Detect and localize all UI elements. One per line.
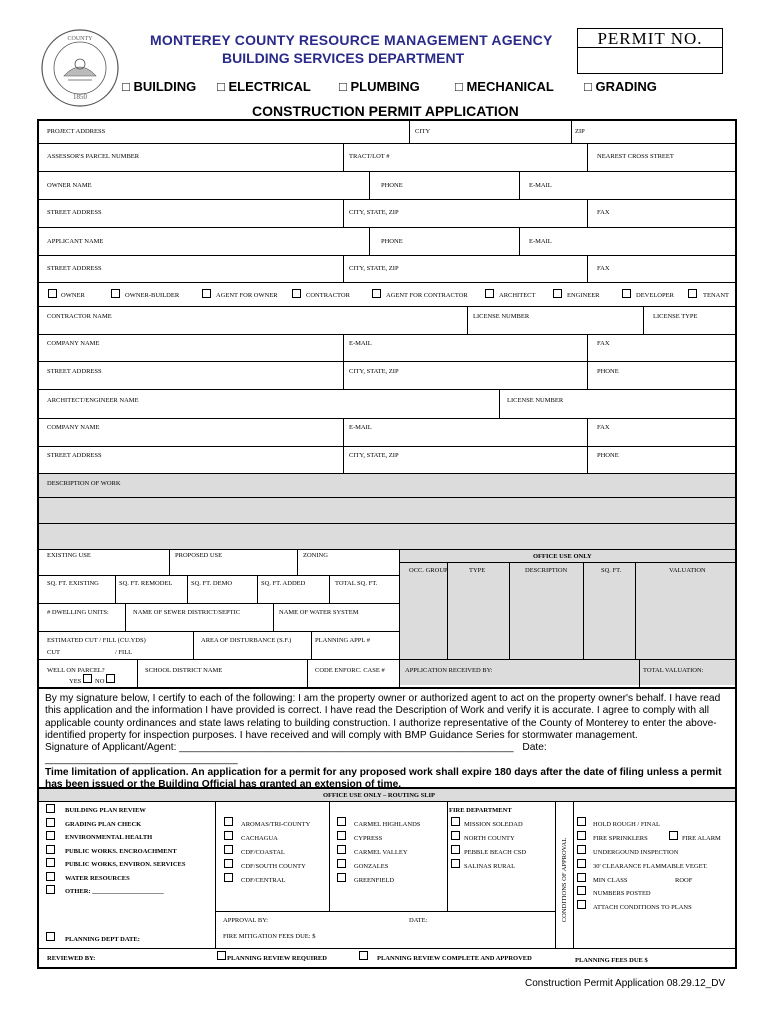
county-seal-icon xyxy=(40,28,120,108)
disturbance-label: AREA OF DISTURBANCE (S.F.) xyxy=(201,637,292,644)
applicant-fax-label: FAX xyxy=(597,265,610,272)
signature-line[interactable]: ___________________________________________________________ xyxy=(179,742,514,754)
role-architect-label: ARCHITECT xyxy=(499,292,536,299)
permit-type-building[interactable]: □ BUILDING xyxy=(122,79,197,94)
fire-carmel-highlands-checkbox[interactable] xyxy=(337,817,346,826)
contractor-phone-label: PHONE xyxy=(597,368,619,375)
code-enforcement-label: CODE ENFORC. CASE # xyxy=(315,667,385,674)
applicant-name-label: APPLICANT NAME xyxy=(47,238,104,245)
permit-type-electrical[interactable]: □ ELECTRICAL xyxy=(217,79,311,94)
routing-water-label: WATER RESOURCES xyxy=(65,875,130,882)
role-contractor-label: CONTRACTOR xyxy=(306,292,350,299)
architect-phone-label: PHONE xyxy=(597,452,619,459)
date-label: Date: xyxy=(522,742,547,754)
sq-demo-label: SQ. FT. DEMO xyxy=(191,580,233,587)
owner-csz-label: CITY, STATE, ZIP xyxy=(349,209,399,216)
dwelling-units-label: # DWELLING UNITS: xyxy=(47,609,109,616)
role-agent-owner-label: AGENT FOR OWNER xyxy=(216,292,278,299)
certification-block xyxy=(45,693,735,791)
fire-cdf-central-checkbox[interactable] xyxy=(224,873,233,882)
app-received-label: APPLICATION RECEIVED BY: xyxy=(405,667,493,674)
contractor-street-label: STREET ADDRESS xyxy=(47,368,102,375)
applicant-email-label: E-MAIL xyxy=(529,238,552,245)
fire-carmel-valley-checkbox[interactable] xyxy=(337,845,346,854)
fire-greenfield-label: GREENFIELD xyxy=(354,877,395,884)
fire-mission-soledad-checkbox[interactable] xyxy=(451,817,460,826)
owner-fax-label: FAX xyxy=(597,209,610,216)
date-line[interactable]: __________________________________ xyxy=(45,754,238,766)
cond-roof-label: ROOF xyxy=(675,877,693,884)
role-architect-checkbox[interactable] xyxy=(485,289,494,298)
reviewed-by-label: REVIEWED BY: xyxy=(47,955,96,962)
role-owner-builder-label: OWNER-BUILDER xyxy=(125,292,180,299)
cond-min-class-label: MIN CLASS xyxy=(593,877,628,884)
architect-csz-label: CITY, STATE, ZIP xyxy=(349,452,399,459)
routing-grading-checkbox[interactable] xyxy=(46,818,55,827)
well-yes-checkbox[interactable] xyxy=(83,674,92,683)
existing-use-label: EXISTING USE xyxy=(47,552,91,559)
permit-type-plumbing[interactable]: □ PLUMBING xyxy=(339,79,420,94)
routing-building-label: BUILDING PLAN REVIEW xyxy=(65,807,146,814)
role-owner-builder-checkbox[interactable] xyxy=(111,289,120,298)
fire-cdf-south-checkbox[interactable] xyxy=(224,859,233,868)
contractor-fax-label: FAX xyxy=(597,340,610,347)
applicant-csz-label: CITY, STATE, ZIP xyxy=(349,265,399,272)
routing-environ-services-checkbox[interactable] xyxy=(46,858,55,867)
fire-aromas-checkbox[interactable] xyxy=(224,817,233,826)
city-label: CITY xyxy=(415,128,431,135)
well-label: WELL ON PARCEL? xyxy=(47,667,105,674)
fire-gonzales-checkbox[interactable] xyxy=(337,859,346,868)
contractor-name-label: CONTRACTOR NAME xyxy=(47,313,112,320)
type-label: TYPE xyxy=(469,567,486,574)
cond-clearance-label: 30' CLEARANCE FLAMMABLE VEGET. xyxy=(593,863,708,870)
zip-label: ZIP xyxy=(575,128,585,135)
routing-grading-label: GRADING PLAN CHECK xyxy=(65,821,142,828)
form-footer: Construction Permit Application 08.29.12_DV xyxy=(525,978,726,989)
role-tenant-label: TENANT xyxy=(703,292,729,299)
role-owner-checkbox[interactable] xyxy=(48,289,57,298)
cut-label: CUT xyxy=(47,649,60,656)
role-agent-owner-checkbox[interactable] xyxy=(202,289,211,298)
fire-carmel-highlands-label: CARMEL HIGHLANDS xyxy=(354,821,421,828)
fire-cypress-label: CYPRESS xyxy=(354,835,383,842)
fire-aromas-label: AROMAS/TRI-COUNTY xyxy=(241,821,311,828)
contractor-license-label: LICENSE NUMBER xyxy=(473,313,530,320)
cond-underground-label: UNDERGOUND INSPECTION xyxy=(593,849,679,856)
description-shade xyxy=(39,473,735,549)
role-tenant-checkbox[interactable] xyxy=(688,289,697,298)
fire-fees-label: FIRE MITIGATION FEES DUE: $ xyxy=(223,933,316,940)
cond-hold-checkbox[interactable] xyxy=(577,817,586,826)
proposed-use-label: PROPOSED USE xyxy=(175,552,223,559)
cond-numbers-checkbox[interactable] xyxy=(577,886,586,895)
planning-review-required-label: PLANNING REVIEW REQUIRED xyxy=(227,955,327,962)
role-engineer-label: ENGINEER xyxy=(567,292,600,299)
permit-type-mechanical[interactable]: □ MECHANICAL xyxy=(455,79,554,94)
signature-row xyxy=(45,742,735,767)
fire-gonzales-label: GONZALES xyxy=(354,863,389,870)
architect-email-label: E-MAIL xyxy=(349,424,372,431)
fire-greenfield-checkbox[interactable] xyxy=(337,873,346,882)
cond-attach-checkbox[interactable] xyxy=(577,900,586,909)
cond-underground-checkbox[interactable] xyxy=(577,845,586,854)
apn-label: ASSESSOR'S PARCEL NUMBER xyxy=(47,153,140,160)
fire-cdf-coastal-label: CDF/COASTAL xyxy=(241,849,285,856)
architect-street-label: STREET ADDRESS xyxy=(47,452,102,459)
cond-sprinklers-label: FIRE SPRINKLERS xyxy=(593,835,648,842)
cond-sprinklers-checkbox[interactable] xyxy=(577,831,586,840)
cond-min-class-checkbox[interactable] xyxy=(577,873,586,882)
planning-review-complete-label: PLANNING REVIEW COMPLETE AND APPROVED xyxy=(377,955,532,962)
applicant-street-label: STREET ADDRESS xyxy=(47,265,102,272)
architect-company-label: COMPANY NAME xyxy=(47,424,100,431)
valuation-label: VALUATION xyxy=(669,567,706,574)
form-title: CONSTRUCTION PERMIT APPLICATION xyxy=(252,103,519,119)
permit-number-box[interactable] xyxy=(577,28,723,74)
zoning-label: ZONING xyxy=(303,552,328,559)
fire-north-county-checkbox[interactable] xyxy=(451,831,460,840)
sewer-district-label: NAME OF SEWER DISTRICT/SEPTIC xyxy=(133,609,241,616)
well-no-label: NO xyxy=(95,678,105,685)
role-owner-label: OWNER xyxy=(61,292,85,299)
owner-name-label: OWNER NAME xyxy=(47,182,92,189)
cond-clearance-checkbox[interactable] xyxy=(577,859,586,868)
description-label: DESCRIPTION OF WORK xyxy=(47,480,121,487)
routing-encroachment-label: PUBLIC WORKS. ENCROACHMENT xyxy=(65,848,177,855)
routing-slip-header: OFFICE USE ONLY – ROUTING SLIP xyxy=(323,792,436,799)
applicant-phone-label: PHONE xyxy=(381,238,403,245)
routing-env-health-checkbox[interactable] xyxy=(46,831,55,840)
fire-north-county-label: NORTH COUNTY xyxy=(464,835,515,842)
planning-review-required-checkbox[interactable] xyxy=(217,951,226,960)
permit-number-label: PERMIT NO. xyxy=(578,29,722,48)
fill-label: / FILL xyxy=(115,649,133,656)
fire-cdf-coastal-checkbox[interactable] xyxy=(224,845,233,854)
fire-cdf-south-label: CDF/SOUTH COUNTY xyxy=(241,863,306,870)
fire-salinas-rural-checkbox[interactable] xyxy=(451,859,460,868)
routing-other-label: OTHER: ______________________ xyxy=(65,888,164,895)
role-developer-checkbox[interactable] xyxy=(622,289,631,298)
school-district-label: SCHOOL DISTRICT NAME xyxy=(145,667,223,674)
owner-email-label: E-MAIL xyxy=(529,182,552,189)
routing-building-checkbox[interactable] xyxy=(46,804,55,813)
cond-hold-label: HOLD ROUGH / FINAL xyxy=(593,821,660,828)
tract-label: TRACT/LOT # xyxy=(349,153,390,160)
routing-water-checkbox[interactable] xyxy=(46,872,55,881)
license-type-label: LICENSE TYPE xyxy=(653,313,698,320)
water-system-label: NAME OF WATER SYSTEM xyxy=(279,609,359,616)
occ-group-label: OCC. GROUP xyxy=(409,567,448,574)
conditions-of-approval-label: CONDITIONS OF APPROVAL xyxy=(561,837,568,923)
role-engineer-checkbox[interactable] xyxy=(553,289,562,298)
fire-cypress-checkbox[interactable] xyxy=(337,831,346,840)
office-description-label: DESCRIPTION xyxy=(525,567,568,574)
role-agent-contractor-label: AGENT FOR CONTRACTOR xyxy=(386,292,468,299)
signature-label: Signature of Applicant/Agent: xyxy=(45,742,177,754)
office-sqft-label: SQ. FT. xyxy=(601,567,622,574)
contractor-csz-label: CITY, STATE, ZIP xyxy=(349,368,399,375)
role-developer-label: DEVELOPER xyxy=(636,292,674,299)
architect-license-label: LICENSE NUMBER xyxy=(507,397,564,404)
approval-date-label: DATE: xyxy=(409,917,428,924)
routing-other-checkbox[interactable] xyxy=(46,885,55,894)
svg-text:COUNTY: COUNTY xyxy=(67,36,93,42)
application-form xyxy=(37,119,737,969)
department-name: BUILDING SERVICES DEPARTMENT xyxy=(222,50,465,66)
total-valuation-label: TOTAL VALUATION: xyxy=(643,667,704,674)
owner-phone-label: PHONE xyxy=(381,182,403,189)
fire-cachagua-checkbox[interactable] xyxy=(224,831,233,840)
planning-fees-label: PLANNING FEES DUE $ xyxy=(575,957,648,964)
cond-numbers-label: NUMBERS POSTED xyxy=(593,890,651,897)
sq-remodel-label: SQ. FT. REMODEL xyxy=(119,580,173,587)
permit-type-grading[interactable]: □ GRADING xyxy=(584,79,657,94)
planning-appl-label: PLANNING APPL # xyxy=(315,637,371,644)
cross-street-label: NEAREST CROSS STREET xyxy=(597,153,674,160)
routing-encroachment-checkbox[interactable] xyxy=(46,845,55,854)
well-yes-label: YES xyxy=(69,678,82,685)
contractor-email-label: E-MAIL xyxy=(349,340,372,347)
planning-dept-label: PLANNING DEPT DATE: xyxy=(65,936,140,943)
cond-fire-alarm-checkbox[interactable] xyxy=(669,831,678,840)
planning-review-complete-checkbox[interactable] xyxy=(359,951,368,960)
fire-pebble-beach-label: PEBBLE BEACH CSD xyxy=(464,849,527,856)
approval-by-label: APPROVAL BY: xyxy=(223,917,269,924)
fire-pebble-beach-checkbox[interactable] xyxy=(451,845,460,854)
fire-department-label: FIRE DEPARTMENT xyxy=(449,807,512,814)
svg-text:1850: 1850 xyxy=(73,93,87,101)
planning-dept-checkbox[interactable] xyxy=(46,932,55,941)
architect-name-label: ARCHITECT/ENGINEER NAME xyxy=(47,397,139,404)
routing-env-health-label: ENVIRONMENTAL HEALTH xyxy=(65,834,153,841)
fire-cachagua-label: CACHAGUA xyxy=(241,835,278,842)
architect-fax-label: FAX xyxy=(597,424,610,431)
fire-mission-soledad-label: MISSION SOLEDAD xyxy=(464,821,523,828)
routing-environ-services-label: PUBLIC WORKS, ENVIRON. SERVICES xyxy=(65,861,186,868)
certification-text: By my signature below, I certify to each of the following: I am the property owner or authorized agent to act on the property owner's behalf. I have read this application and the information I have provided is correct. I have read the Description of Work and verify it is accurate. I agree to comply with all applicable county ordinances and state laws relating to building construction. I authorize representative of the County of Monterey to enter the above-identified property for inspection purposes. I have received and will comply with BMP Guidance Series for stormwater management. xyxy=(45,693,721,741)
time-limitation-text: Time limitation of application. An application for a permit for any proposed work shall expire 180 days after the date of filing unless a permit has been issued or the Building Official has granted an extension of time. xyxy=(45,766,722,791)
fire-cdf-central-label: CDF/CENTRAL xyxy=(241,877,286,884)
fire-carmel-valley-label: CARMEL VALLEY xyxy=(354,849,408,856)
total-sq-label: TOTAL SQ. FT. xyxy=(335,580,378,587)
sq-added-label: SQ. FT. ADDED xyxy=(261,580,306,587)
cut-fill-label: ESTIMATED CUT / FILL (CU.YDS) xyxy=(47,637,146,644)
owner-street-label: STREET ADDRESS xyxy=(47,209,102,216)
role-contractor-checkbox[interactable] xyxy=(292,289,301,298)
agency-name: MONTEREY COUNTY RESOURCE MANAGEMENT AGENCY xyxy=(150,32,553,48)
sq-existing-label: SQ. FT. EXISTING xyxy=(47,580,99,587)
office-use-label: OFFICE USE ONLY xyxy=(533,553,592,560)
contractor-company-label: COMPANY NAME xyxy=(47,340,100,347)
cond-attach-label: ATTACH CONDITIONS TO PLANS xyxy=(593,904,692,911)
fire-salinas-rural-label: SALINAS RURAL xyxy=(464,863,516,870)
project-address-label: PROJECT ADDRESS xyxy=(47,128,106,135)
well-no-checkbox[interactable] xyxy=(106,674,115,683)
cond-fire-alarm-label: FIRE ALARM xyxy=(682,835,721,842)
role-agent-contractor-checkbox[interactable] xyxy=(372,289,381,298)
